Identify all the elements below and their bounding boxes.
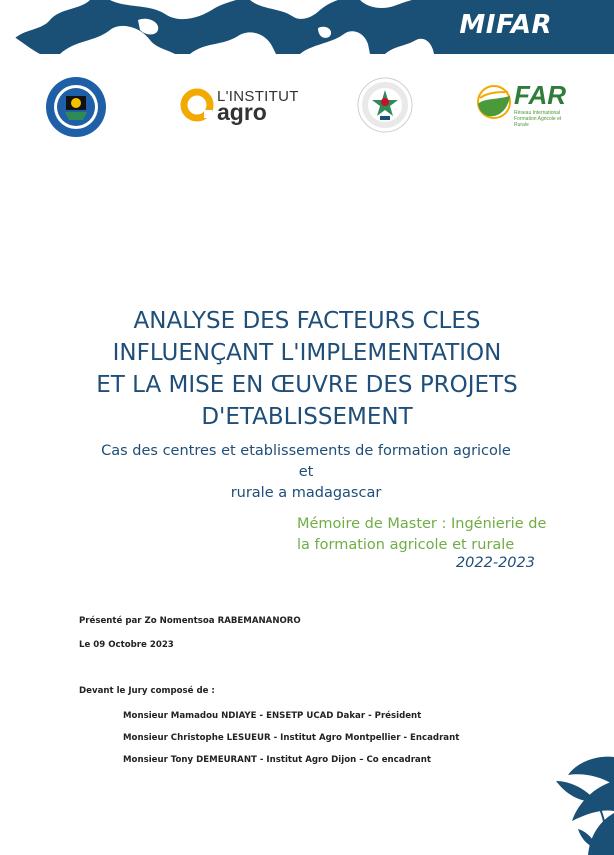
- corner-leaf-decoration: [548, 751, 614, 855]
- university-seal-logo: [45, 76, 107, 138]
- subtitle-line: rurale a madagascar: [230, 485, 382, 501]
- jury-label: Devant le Jury composé de :: [79, 686, 215, 696]
- academic-year: 2022-2023: [455, 555, 535, 571]
- defense-date: Le 09 Octobre 2023: [79, 640, 174, 650]
- agro-logo-top: L'INSTITUT: [217, 88, 299, 105]
- institut-agro-logo: [180, 82, 300, 126]
- thesis-subtitle: [96, 441, 516, 504]
- title-line: D'ETABLISSEMENT: [201, 404, 413, 430]
- mifar-brand: MIFAR: [459, 10, 552, 40]
- far-logo-subtitle: Réseau International Formation Agricole et Rurale: [514, 110, 562, 128]
- jury-member: Monsieur Tony DEMEURANT - Institut Agro Dijon – Co encadrant: [123, 755, 431, 765]
- title-line: ET LA MISE EN ŒUVRE DES PROJETS: [96, 372, 518, 398]
- degree-line: Mémoire de Master : Ingénierie de: [297, 516, 547, 532]
- far-logo-text: FAR: [514, 80, 566, 110]
- far-network-logo: [474, 80, 574, 130]
- thesis-title: [60, 305, 554, 433]
- far-globe-icon: [474, 80, 514, 120]
- agro-logo-main: agro: [217, 99, 267, 125]
- ena-emblem-logo: [356, 76, 414, 134]
- jury-member: Monsieur Christophe LESUEUR - Institut Agro Montpellier - Encadrant: [123, 733, 460, 743]
- presented-by: Présenté par Zo Nomentsoa RABEMANANORO: [79, 616, 301, 626]
- degree-line: la formation agricole et rurale: [297, 537, 515, 553]
- jury-member: Monsieur Mamadou NDIAYE - ENSETP UCAD Dakar - Président: [123, 711, 422, 721]
- subtitle-line: Cas des centres et etablissements de formation agricole et: [101, 443, 511, 480]
- title-line: ANALYSE DES FACTEURS CLES: [133, 308, 481, 334]
- title-line: INFLUENÇANT L'IMPLEMENTATION: [112, 340, 502, 366]
- agro-ring-icon: [180, 88, 214, 122]
- degree-label: [297, 514, 557, 556]
